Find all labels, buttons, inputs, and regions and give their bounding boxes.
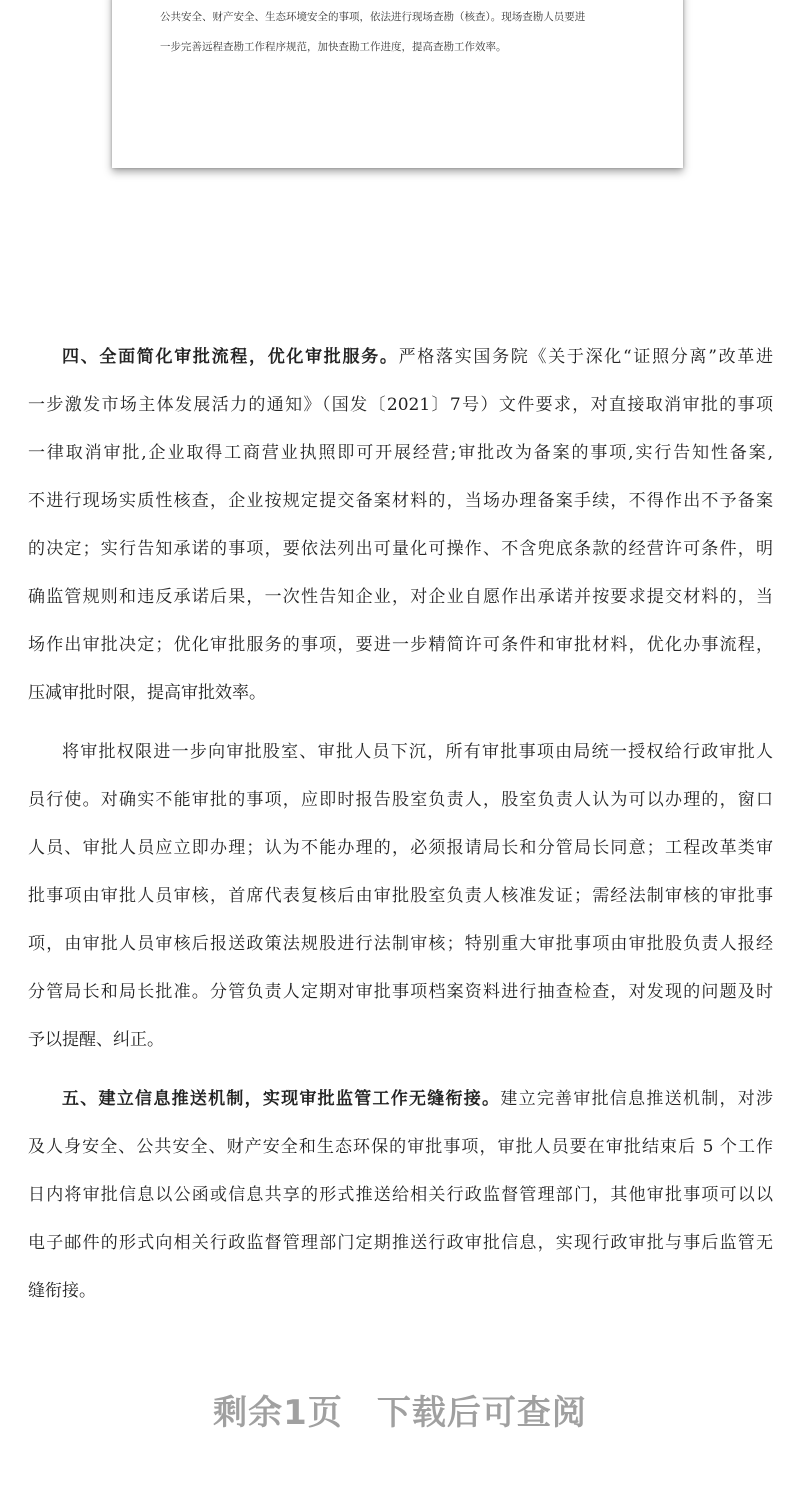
text-line [28, 388, 773, 436]
text-line [28, 340, 773, 388]
text-line [28, 831, 773, 879]
preview-line: 一步完善远程查勘工作程序规范，加快查勘工作进度，提高查勘工作效率。 [160, 41, 507, 53]
text-line [28, 532, 773, 580]
preview-line: 公共安全、财产安全、生态环境安全的事项，依法进行现场查勘（核查）。现场查勘人员要进 [160, 11, 586, 23]
line-text: 日内将审批信息以公函或信息共享的形式推送给相关行政监督管理部门，其他审批事项可以以 [28, 1185, 773, 1205]
text-line [28, 927, 773, 975]
line-text: 分管局长和局长批准。分管负责人定期对审批事项档案资料进行抽查检查，对发现的问题及时 [28, 982, 773, 1002]
line-text: 电子邮件的形式向相关行政监督管理部门定期推送行政审批信息，实现行政审批与事后监管无 [28, 1233, 773, 1253]
text-line [28, 628, 773, 676]
text-line [28, 1226, 773, 1274]
section-heading: 四、全面简化审批流程，优化审批服务。 [62, 347, 399, 367]
line-text: 予以提醒、纠正。 [28, 1030, 164, 1050]
paragraph [28, 735, 773, 1071]
text-line [28, 1023, 773, 1071]
text-line [28, 879, 773, 927]
text-line [28, 1178, 773, 1226]
text-line [28, 975, 773, 1023]
line-text: 人员、审批人员应立即办理；认为不能办理的，必须报请局长和分管局长同意；工程改革类审 [28, 838, 773, 858]
document-body [28, 340, 773, 1333]
line-text: 及人身安全、公共安全、财产安全和生态环保的审批事项，审批人员要在审批结束后 5 个工作 [28, 1137, 773, 1157]
text-line [28, 1274, 773, 1322]
remaining-pages-text: 剩余1页 [213, 1393, 343, 1433]
line-text: 批事项由审批人员审核，首席代表复核后由审批股室负责人核准发证；需经法制审核的审批事 [28, 886, 773, 906]
line-text: 员行使。对确实不能审批的事项，应即时报告股室负责人，股室负责人认为可以办理的，窗口 [28, 790, 773, 810]
line-text: 严格落实国务院《关于深化“证照分离”改革进 [398, 347, 773, 367]
line-text: 压减审批时限，提高审批效率。 [28, 683, 266, 703]
line-text: 一律取消审批,企业取得工商营业执照即可开展经营;审批改为备案的事项,实行告知性备案, [28, 443, 773, 463]
text-line [28, 484, 773, 532]
line-text: 缝衔接。 [28, 1281, 96, 1301]
text-line [28, 783, 773, 831]
text-line [28, 580, 773, 628]
paragraph [28, 1082, 773, 1322]
paragraph [28, 340, 773, 724]
text-line [28, 735, 773, 783]
line-text: 将审批权限进一步向审批股室、审批人员下沉，所有审批事项由局统一授权给行政审批人 [62, 742, 773, 762]
download-to-view-text[interactable]: 下载后可查阅 [376, 1393, 587, 1433]
previous-page-preview [112, 0, 683, 168]
text-line [28, 436, 773, 484]
text-line [28, 1082, 773, 1130]
text-line [28, 1130, 773, 1178]
text-line [28, 676, 773, 724]
section-heading: 五、建立信息推送机制，实现审批监管工作无缝衔接。 [62, 1089, 501, 1109]
download-prompt[interactable] [0, 1385, 800, 1434]
line-text: 的决定；实行告知承诺的事项，要依法列出可量化可操作、不含兜底条款的经营许可条件，明 [28, 539, 773, 559]
line-text: 不进行现场实质性核查，企业按规定提交备案材料的，当场办理备案手续，不得作出不予备案 [28, 491, 773, 511]
line-text: 项，由审批人员审核后报送政策法规股进行法制审核；特别重大审批事项由审批股负责人报经 [28, 934, 773, 954]
line-text: 一步激发市场主体发展活力的通知》（国发〔2021〕7号）文件要求，对直接取消审批的事项 [28, 395, 773, 415]
line-text: 场作出审批决定；优化审批服务的事项，要进一步精简许可条件和审批材料，优化办事流程， [28, 635, 773, 655]
line-text: 确监管规则和违反承诺后果，一次性告知企业，对企业自愿作出承诺并按要求提交材料的，当 [28, 587, 773, 607]
line-text: 建立完善审批信息推送机制，对涉 [500, 1089, 773, 1109]
